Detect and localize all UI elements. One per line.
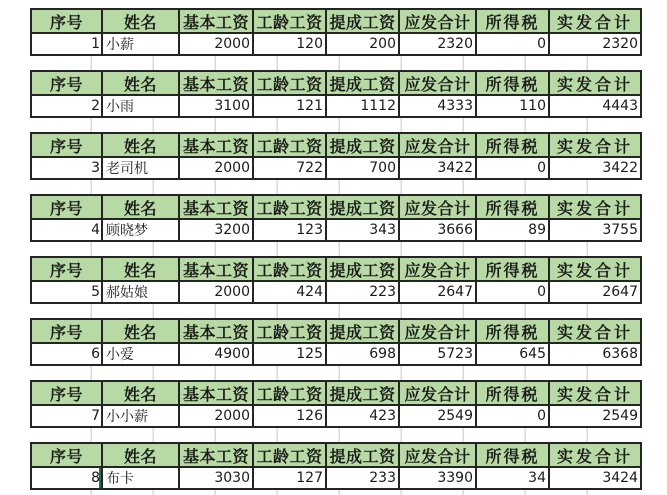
salary-record-block [30, 318, 642, 380]
header-cell-name[interactable]: 姓名 [103, 320, 180, 344]
header-cell-name[interactable]: 姓名 [103, 72, 180, 96]
header-cell-income-tax[interactable]: 所得税 [477, 10, 550, 34]
name-cell[interactable]: 小小薪 [103, 406, 180, 426]
header-cell-net-total[interactable]: 实发合计 [550, 134, 640, 158]
header-cell-basic-pay[interactable]: 基本工资 [180, 382, 254, 406]
salary-table [30, 8, 642, 495]
row-gap-gridlines [30, 56, 642, 70]
name-cell[interactable]: 郝姑娘 [103, 282, 180, 302]
net-total-cell[interactable]: 3422 [550, 158, 640, 178]
header-cell-income-tax[interactable]: 所得税 [477, 134, 550, 158]
basic-pay-cell[interactable]: 2000 [180, 158, 254, 178]
seniority-pay-cell[interactable]: 126 [254, 406, 327, 426]
gross-total-cell[interactable]: 2549 [400, 406, 477, 426]
name-cell[interactable]: 小雨 [103, 96, 180, 116]
header-cell-basic-pay[interactable]: 基本工资 [180, 72, 254, 96]
header-cell-seniority-pay[interactable]: 工龄工资 [254, 320, 327, 344]
header-cell-commission-pay[interactable]: 提成工资 [327, 444, 400, 468]
header-cell-net-total[interactable]: 实发合计 [550, 72, 640, 96]
header-cell-net-total[interactable]: 实发合计 [550, 10, 640, 34]
table-header-row [32, 10, 640, 34]
income-tax-cell[interactable]: 0 [477, 406, 550, 426]
income-tax-cell[interactable]: 645 [477, 344, 550, 364]
seniority-pay-cell[interactable]: 127 [254, 468, 327, 488]
net-total-cell[interactable]: 4443 [550, 96, 640, 116]
table-row [32, 344, 640, 364]
header-cell-seniority-pay[interactable]: 工龄工资 [254, 382, 327, 406]
header-cell-income-tax[interactable]: 所得税 [477, 196, 550, 220]
table-row [32, 158, 640, 178]
header-cell-income-tax[interactable]: 所得税 [477, 258, 550, 282]
header-cell-seniority-pay[interactable]: 工龄工资 [254, 10, 327, 34]
income-tax-cell[interactable]: 110 [477, 96, 550, 116]
header-cell-basic-pay[interactable]: 基本工资 [180, 320, 254, 344]
header-cell-basic-pay[interactable]: 基本工资 [180, 444, 254, 468]
serial-cell[interactable]: 1 [32, 34, 103, 54]
header-cell-commission-pay[interactable]: 提成工资 [327, 320, 400, 344]
header-cell-income-tax[interactable]: 所得税 [477, 320, 550, 344]
header-cell-basic-pay[interactable]: 基本工资 [180, 134, 254, 158]
table-row [32, 220, 640, 240]
table-header-row [32, 444, 640, 468]
commission-pay-cell[interactable]: 423 [327, 406, 400, 426]
header-cell-gross-total[interactable]: 应发合计 [400, 258, 477, 282]
net-total-cell[interactable]: 3424 [550, 468, 640, 488]
record-table [30, 256, 642, 304]
basic-pay-cell[interactable]: 3030 [180, 468, 254, 488]
table-row [32, 282, 640, 302]
header-cell-name[interactable]: 姓名 [103, 134, 180, 158]
seniority-pay-cell[interactable]: 121 [254, 96, 327, 116]
gross-total-cell[interactable]: 5723 [400, 344, 477, 364]
commission-pay-cell[interactable]: 698 [327, 344, 400, 364]
serial-cell[interactable]: 7 [32, 406, 103, 426]
name-cell[interactable]: 布卡 [103, 468, 180, 488]
table-header-row [32, 134, 640, 158]
table-header-row [32, 258, 640, 282]
row-gap-gridlines [30, 180, 642, 194]
header-cell-gross-total[interactable]: 应发合计 [400, 196, 477, 220]
name-cell[interactable]: 老司机 [103, 158, 180, 178]
gross-total-cell[interactable]: 2647 [400, 282, 477, 302]
header-cell-basic-pay[interactable]: 基本工资 [180, 10, 254, 34]
salary-record-block [30, 380, 642, 442]
header-cell-serial[interactable]: 序号 [32, 72, 103, 96]
record-table [30, 442, 642, 490]
header-cell-name[interactable]: 姓名 [103, 382, 180, 406]
basic-pay-cell[interactable]: 2000 [180, 406, 254, 426]
gross-total-cell[interactable]: 3390 [400, 468, 477, 488]
header-cell-income-tax[interactable]: 所得税 [477, 72, 550, 96]
header-cell-serial[interactable]: 序号 [32, 320, 103, 344]
table-row [32, 406, 640, 426]
header-cell-gross-total[interactable]: 应发合计 [400, 320, 477, 344]
serial-cell[interactable]: 2 [32, 96, 103, 116]
net-total-cell[interactable]: 2549 [550, 406, 640, 426]
table-header-row [32, 382, 640, 406]
commission-pay-cell[interactable]: 233 [327, 468, 400, 488]
header-cell-serial[interactable]: 序号 [32, 134, 103, 158]
header-cell-net-total[interactable]: 实发合计 [550, 196, 640, 220]
serial-cell[interactable]: 8 [32, 468, 103, 488]
header-cell-income-tax[interactable]: 所得税 [477, 382, 550, 406]
gross-total-cell[interactable]: 3666 [400, 220, 477, 240]
row-gap-gridlines [30, 118, 642, 132]
basic-pay-cell[interactable]: 2000 [180, 34, 254, 54]
header-cell-net-total[interactable]: 实发合计 [550, 320, 640, 344]
header-cell-gross-total[interactable]: 应发合计 [400, 10, 477, 34]
seniority-pay-cell[interactable]: 125 [254, 344, 327, 364]
seniority-pay-cell[interactable]: 722 [254, 158, 327, 178]
table-row [32, 468, 640, 488]
seniority-pay-cell[interactable]: 424 [254, 282, 327, 302]
header-cell-name[interactable]: 姓名 [103, 258, 180, 282]
header-cell-commission-pay[interactable]: 提成工资 [327, 196, 400, 220]
commission-pay-cell[interactable]: 700 [327, 158, 400, 178]
name-cell[interactable]: 小薪 [103, 34, 180, 54]
net-total-cell[interactable]: 6368 [550, 344, 640, 364]
gross-total-cell[interactable]: 2320 [400, 34, 477, 54]
header-cell-commission-pay[interactable]: 提成工资 [327, 72, 400, 96]
record-table [30, 8, 642, 56]
header-cell-serial[interactable]: 序号 [32, 444, 103, 468]
table-row [32, 96, 640, 116]
header-cell-name[interactable]: 姓名 [103, 196, 180, 220]
header-cell-name[interactable]: 姓名 [103, 444, 180, 468]
record-table [30, 70, 642, 118]
income-tax-cell[interactable]: 34 [477, 468, 550, 488]
seniority-pay-cell[interactable]: 120 [254, 34, 327, 54]
basic-pay-cell[interactable]: 3100 [180, 96, 254, 116]
table-row [32, 34, 640, 54]
header-cell-basic-pay[interactable]: 基本工资 [180, 258, 254, 282]
row-gap-gridlines [30, 428, 642, 442]
salary-record-block [30, 256, 642, 318]
net-total-cell[interactable]: 3755 [550, 220, 640, 240]
record-table [30, 380, 642, 428]
commission-pay-cell[interactable]: 343 [327, 220, 400, 240]
header-cell-seniority-pay[interactable]: 工龄工资 [254, 134, 327, 158]
record-table [30, 318, 642, 366]
header-cell-gross-total[interactable]: 应发合计 [400, 72, 477, 96]
table-header-row [32, 320, 640, 344]
name-cell[interactable]: 顾晓梦 [103, 220, 180, 240]
table-header-row [32, 196, 640, 220]
seniority-pay-cell[interactable]: 123 [254, 220, 327, 240]
header-cell-gross-total[interactable]: 应发合计 [400, 444, 477, 468]
salary-record-block [30, 132, 642, 194]
income-tax-cell[interactable]: 0 [477, 282, 550, 302]
serial-cell[interactable]: 5 [32, 282, 103, 302]
header-cell-seniority-pay[interactable]: 工龄工资 [254, 258, 327, 282]
header-cell-seniority-pay[interactable]: 工龄工资 [254, 444, 327, 468]
header-cell-net-total[interactable]: 实发合计 [550, 258, 640, 282]
header-cell-gross-total[interactable]: 应发合计 [400, 134, 477, 158]
header-cell-serial[interactable]: 序号 [32, 258, 103, 282]
commission-pay-cell[interactable]: 223 [327, 282, 400, 302]
header-cell-commission-pay[interactable]: 提成工资 [327, 258, 400, 282]
header-cell-seniority-pay[interactable]: 工龄工资 [254, 196, 327, 220]
header-cell-name[interactable]: 姓名 [103, 10, 180, 34]
salary-record-block [30, 442, 642, 495]
header-cell-serial[interactable]: 序号 [32, 196, 103, 220]
basic-pay-cell[interactable]: 3200 [180, 220, 254, 240]
header-cell-commission-pay[interactable]: 提成工资 [327, 134, 400, 158]
row-gap-gridlines [30, 304, 642, 318]
serial-cell[interactable]: 6 [32, 344, 103, 364]
gross-total-cell[interactable]: 3422 [400, 158, 477, 178]
header-cell-commission-pay[interactable]: 提成工资 [327, 382, 400, 406]
header-cell-seniority-pay[interactable]: 工龄工资 [254, 72, 327, 96]
name-cell[interactable]: 小爱 [103, 344, 180, 364]
commission-pay-cell[interactable]: 200 [327, 34, 400, 54]
row-gap-gridlines [30, 242, 642, 256]
serial-cell[interactable]: 4 [32, 220, 103, 240]
commission-pay-cell[interactable]: 1112 [327, 96, 400, 116]
serial-cell[interactable]: 3 [32, 158, 103, 178]
income-tax-cell[interactable]: 89 [477, 220, 550, 240]
header-cell-net-total[interactable]: 实发合计 [550, 444, 640, 468]
record-table [30, 194, 642, 242]
header-cell-serial[interactable]: 序号 [32, 10, 103, 34]
header-cell-gross-total[interactable]: 应发合计 [400, 382, 477, 406]
salary-record-block [30, 194, 642, 256]
header-cell-basic-pay[interactable]: 基本工资 [180, 196, 254, 220]
header-cell-income-tax[interactable]: 所得税 [477, 444, 550, 468]
record-table [30, 132, 642, 180]
basic-pay-cell[interactable]: 2000 [180, 282, 254, 302]
income-tax-cell[interactable]: 0 [477, 34, 550, 54]
header-cell-serial[interactable]: 序号 [32, 382, 103, 406]
net-total-cell[interactable]: 2647 [550, 282, 640, 302]
salary-record-block [30, 8, 642, 70]
salary-record-block [30, 70, 642, 132]
header-cell-commission-pay[interactable]: 提成工资 [327, 10, 400, 34]
income-tax-cell[interactable]: 0 [477, 158, 550, 178]
net-total-cell[interactable]: 2320 [550, 34, 640, 54]
table-header-row [32, 72, 640, 96]
header-cell-net-total[interactable]: 实发合计 [550, 382, 640, 406]
basic-pay-cell[interactable]: 4900 [180, 344, 254, 364]
row-gap-gridlines [30, 366, 642, 380]
row-gap-gridlines [30, 490, 642, 495]
gross-total-cell[interactable]: 4333 [400, 96, 477, 116]
